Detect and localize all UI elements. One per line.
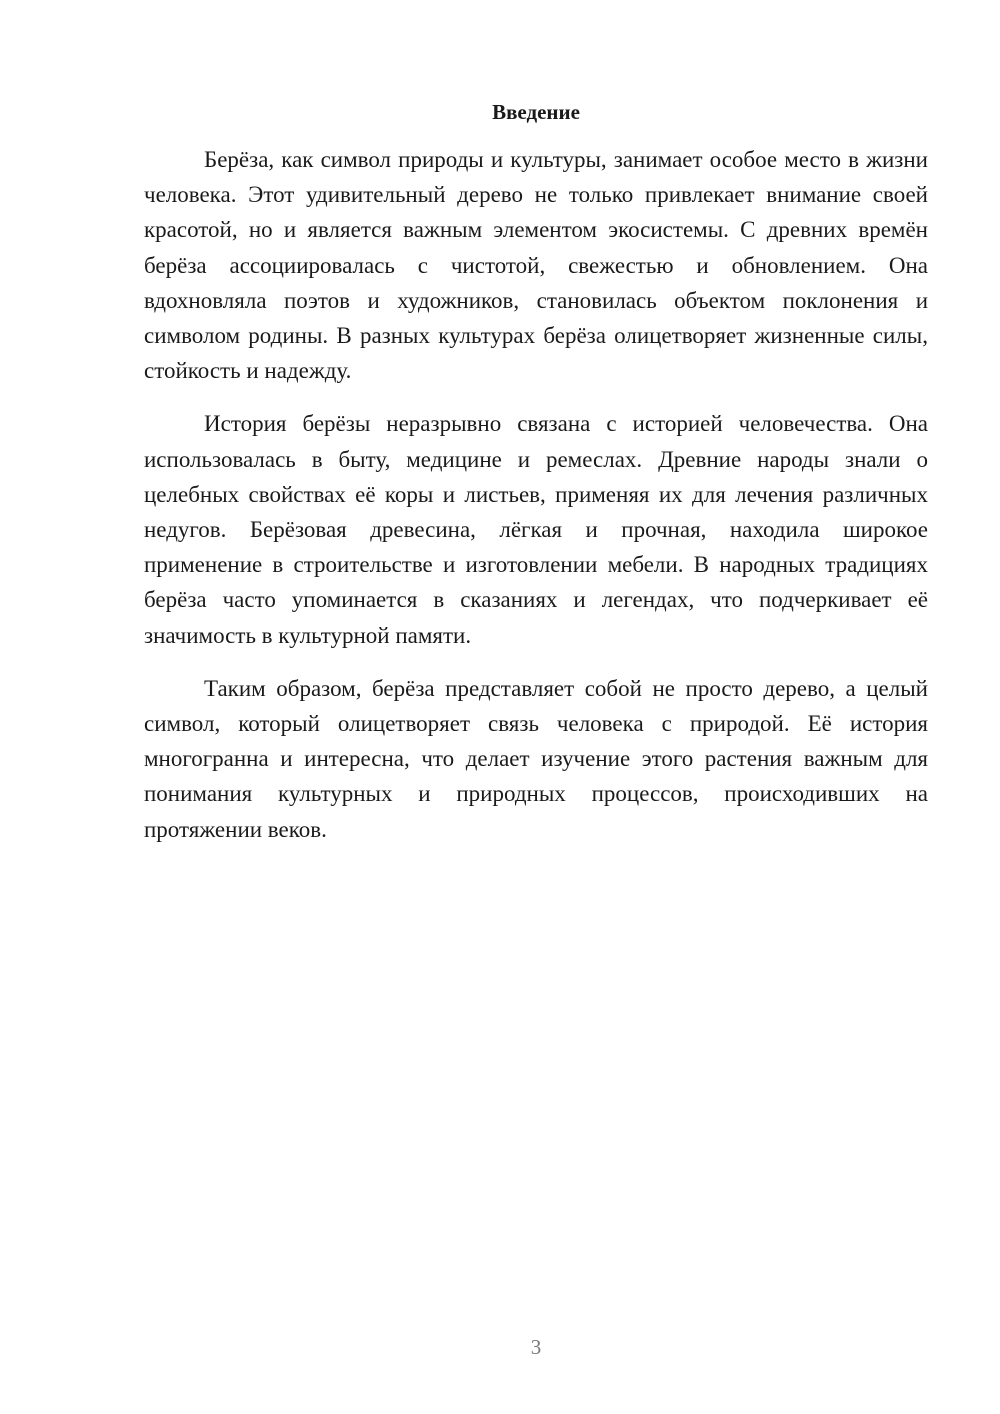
paragraph-3: Таким образом, берёза представляет собой не просто дерево, а целый символ, который олицетворяет связь человека с природой. Её история многогранна и интересна, что делает изучение этого растения важным для понимания культурных и природных процессов, происходивших на протяжении веков. [144, 675, 928, 842]
page-number: 3 [530, 1335, 542, 1359]
paragraph-1: Берёза, как символ природы и культуры, занимает особое место в жизни человека. Этот удивительный дерево не только привлекает внимание своей красотой, но и является важным элементом экосистемы. С древних времён берёза ассоциировалась с чистотой, свежестью и обновлением. Она вдохновляла поэтов и художников, становилась объектом поклонения и символом родины. В разных культурах берёза олицетворяет жизненные силы, стойкость и надежду. [144, 147, 928, 384]
paragraph-2: История берёзы неразрывно связана с историей человечества. Она использовалась в быту, медицине и ремеслах. Древние народы знали о целебных свойствах её коры и листьев, применяя их для лечения различных недугов. Берёзовая древесина, лёгкая и прочная, находила широкое применение в строительстве и изготовлении мебели. В народных традициях берёза часто упоминается в сказаниях и легендах, что подчеркивает её значимость в культурной памяти. [144, 411, 928, 648]
body-text [144, 142, 928, 865]
section-heading: Введение [492, 100, 580, 124]
